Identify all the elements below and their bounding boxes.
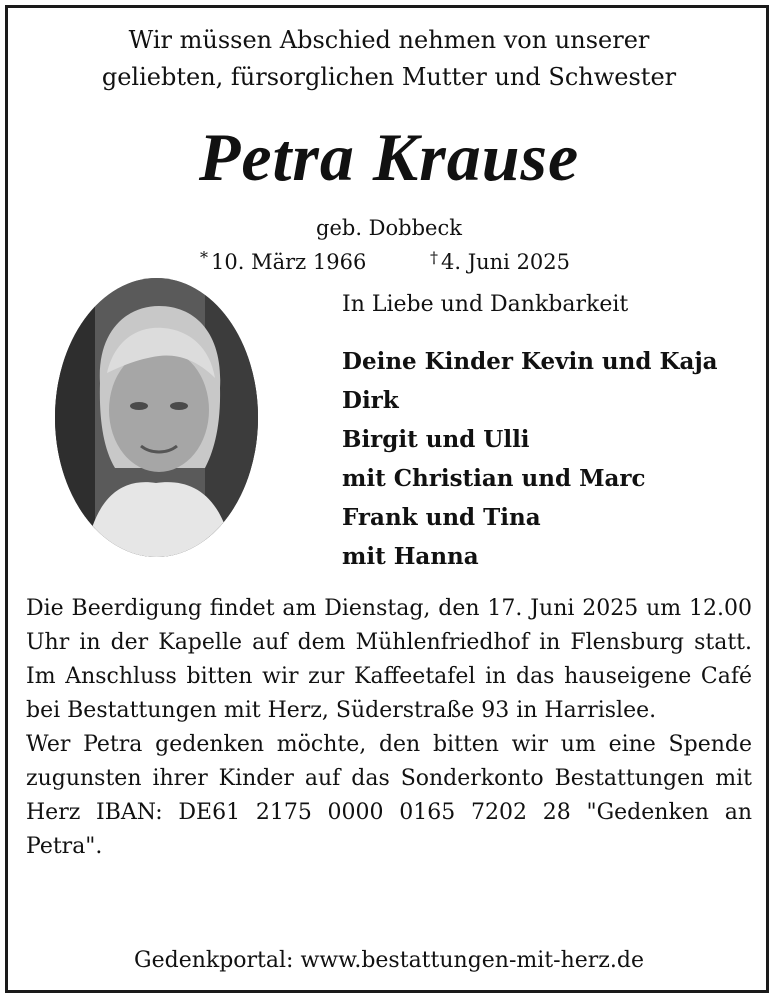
birth-name: geb. Dobbeck <box>316 216 462 240</box>
funeral-paragraph: Die Beerdigung findet am Dienstag, den 17. Juni 2025 um 12.00 Uhr in der Kapelle auf dem Mühlenfriedhof in Flensburg statt. Im Anschluss bitten wir zur Kaffeetafel in das hauseigene Café bei Bestattungen mit Herz, Süderstraße 93 in Harrislee. <box>26 596 752 723</box>
mourner-line: Dirk <box>342 387 399 414</box>
mourner-line: mit Hanna <box>342 543 479 570</box>
mourner-line: mit Christian und Marc <box>342 465 646 492</box>
birth-star-icon: * <box>200 248 208 267</box>
death-date-line <box>430 243 570 277</box>
death-cross-icon: † <box>430 248 438 267</box>
donation-paragraph: Wer Petra gedenken möchte, den bitten wir um eine Spende zugunsten ihrer Kinder auf das Sonderkonto Bestattungen mit Herz IBAN: DE61 2175 0000 0165 7202 28 "Gedenken an Petra". <box>26 732 752 859</box>
funeral-details <box>26 592 752 864</box>
mourner-line: Birgit und Ulli <box>342 426 530 453</box>
birth-date-line <box>200 243 366 277</box>
portrait-photo <box>55 278 258 557</box>
birth-date: 10. März 1966 <box>211 250 367 274</box>
mourners-heading: In Liebe und Dankbarkeit <box>342 292 629 317</box>
portrait-photo-icon <box>55 278 258 557</box>
intro-line-2: geliebten, fürsorglichen Mutter und Schwester <box>101 63 677 91</box>
deceased-name: Petra Krause <box>198 119 580 195</box>
memorial-portal: Gedenkportal: www.bestattungen-mit-herz.de <box>134 948 644 973</box>
intro-text <box>0 22 778 96</box>
mourner-line: Frank und Tina <box>342 504 541 531</box>
intro-line-1: Wir müssen Abschied nehmen von unserer <box>128 26 650 54</box>
mourner-line: Deine Kinder Kevin und Kaja <box>342 348 718 375</box>
death-date: 4. Juni 2025 <box>441 250 571 274</box>
mourners-list <box>342 342 718 576</box>
